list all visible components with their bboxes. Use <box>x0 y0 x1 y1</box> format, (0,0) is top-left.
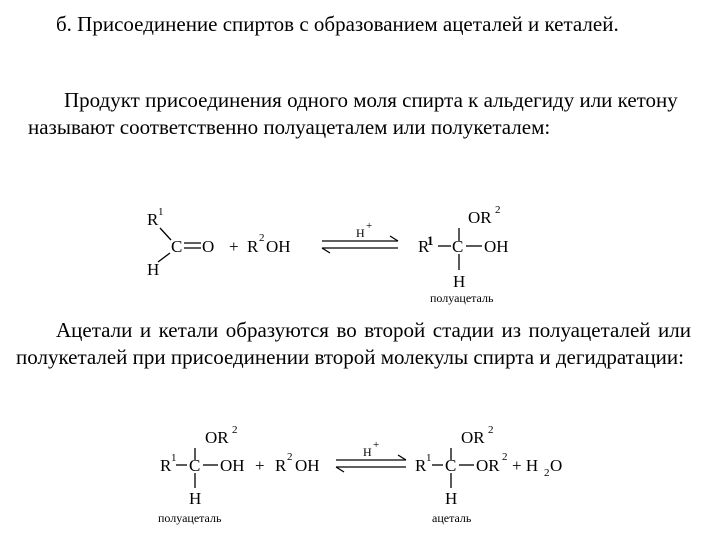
alcohol-oh-2: OH <box>295 456 320 475</box>
acetal-formation-paragraph: Ацетали и кетали образуются во второй стадии из полуацеталей или полукеталей при присоединении второй молекулы спирта и дегидратации: <box>16 318 691 369</box>
catalyst-superscript-2: + <box>373 439 380 451</box>
acetal-r: R <box>415 456 427 475</box>
r1-substituent: R <box>147 210 159 229</box>
r1-superscript: 1 <box>158 206 164 218</box>
water-plus-h: + H <box>512 456 539 475</box>
acetal-or-right-superscript: 2 <box>502 451 508 463</box>
reactant-hydrogen: H <box>189 489 202 508</box>
acetal-or-right: OR <box>476 456 500 475</box>
plus-sign-2: + <box>255 456 265 475</box>
section-heading-paragraph: б. Присоединение спиртов с образованием ацеталей и кеталей. <box>56 12 619 36</box>
reactant-r: R <box>160 456 172 475</box>
water-subscript: 2 <box>544 467 550 479</box>
hemiacetal-caption-2: полуацеталь <box>158 511 222 525</box>
alcohol-superscript-2: 2 <box>287 451 293 463</box>
product-or-group: OR <box>468 208 492 227</box>
product-or-superscript: 2 <box>495 204 501 216</box>
alcohol-r-2: R <box>275 456 287 475</box>
hemiacetal-caption: полуацеталь <box>430 291 494 305</box>
water-oxygen: O <box>550 456 563 475</box>
product-hydrogen: H <box>453 272 466 291</box>
carbonyl-carbon: C <box>171 237 183 256</box>
reactant-carbon: C <box>189 456 201 475</box>
hemiacetal-definition-paragraph: Продукт присоединения одного моля спирта к альдегиду или кетону называют соответственно полуацеталем или полукеталем: <box>28 88 678 139</box>
plus-sign: + <box>229 237 239 256</box>
reactant-oh: OH <box>220 456 245 475</box>
alcohol-r: R <box>247 237 259 256</box>
forward-arrow-head-2 <box>398 455 406 460</box>
catalyst-h: H <box>356 226 365 240</box>
alcohol-superscript: 2 <box>259 232 265 244</box>
product-or-top-superscript: 2 <box>488 424 494 436</box>
product-r: R <box>418 237 430 256</box>
reactant-hydrogen: H <box>147 260 160 279</box>
acetal-hydrogen: H <box>445 489 458 508</box>
catalyst-h-2: H <box>363 445 372 459</box>
alcohol-oh: OH <box>266 237 291 256</box>
product-oh: OH <box>484 237 509 256</box>
product-carbon: C <box>452 237 464 256</box>
product-or-top: OR <box>461 428 485 447</box>
catalyst-superscript: + <box>366 220 373 232</box>
reactant-r-superscript: 1 <box>171 452 177 464</box>
carbonyl-oxygen: O <box>202 237 215 256</box>
acetal-r-superscript: 1 <box>426 452 432 464</box>
reverse-arrow-head-2 <box>336 467 344 472</box>
acetal-caption: ацеталь <box>432 511 472 525</box>
reactant-or-superscript: 2 <box>232 424 238 436</box>
product-r-superscript: 1 <box>427 233 434 248</box>
acetal-carbon: C <box>445 456 457 475</box>
reactant-or-group: OR <box>205 428 229 447</box>
